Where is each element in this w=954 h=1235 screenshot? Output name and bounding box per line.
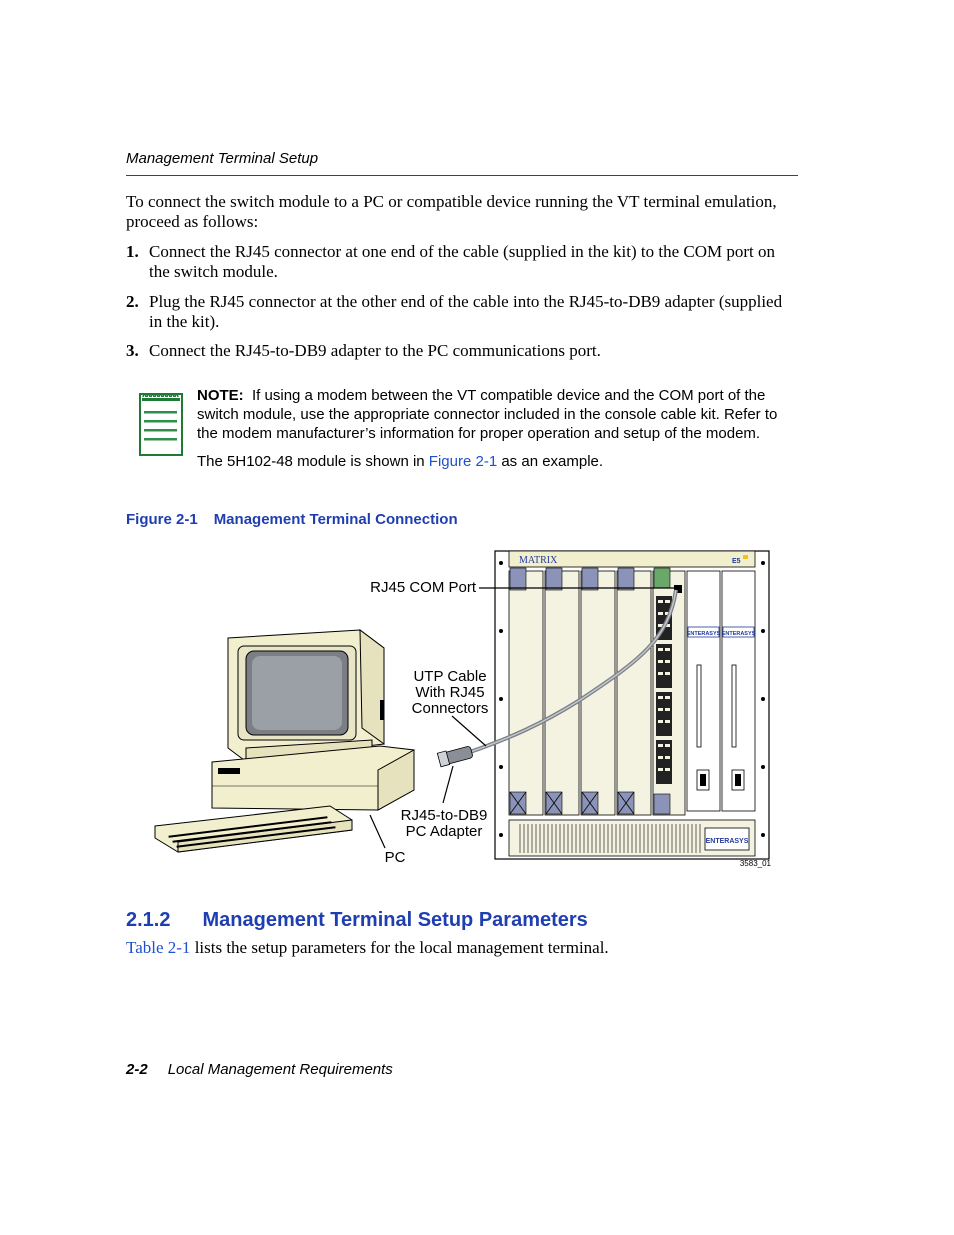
fan-tray-brand: ENTERASYS xyxy=(705,838,749,845)
callout-com-port: RJ45 COM Port xyxy=(370,579,476,596)
step-number: 3. xyxy=(126,341,139,360)
note-example-prefix: The 5H102-48 module is shown in xyxy=(197,453,429,470)
section-heading xyxy=(126,909,588,932)
page-footer xyxy=(126,1061,393,1078)
chassis-brand: MATRIX xyxy=(519,555,558,566)
step-text: Connect the RJ45 connector at one end of the cable (supplied in the kit) to the COM port on the switch module. xyxy=(149,242,776,281)
notepad-icon xyxy=(138,389,184,457)
step-1 xyxy=(126,242,798,282)
figure-id: 3583_01 xyxy=(739,859,771,868)
step-text: Connect the RJ45-to-DB9 adapter to the PC communications port. xyxy=(149,341,601,360)
note-text: If using a modem between the VT compatible device and the COM port of the switch module, use the appropriate connector included in the console cable kit. Refer to the modem manufacturer’s information for proper operation and setup of the modem. xyxy=(197,387,778,442)
note-example xyxy=(197,452,797,471)
note-example-suffix: as an example. xyxy=(497,453,604,470)
note-label: NOTE: xyxy=(197,387,244,404)
section-title: Management Terminal Setup Parameters xyxy=(202,909,588,931)
figure-caption xyxy=(126,511,458,528)
section-paragraph xyxy=(126,938,798,958)
section-text: lists the setup parameters for the local management terminal. xyxy=(190,938,609,957)
step-number: 2. xyxy=(126,292,139,311)
figure-number: Figure 2-1 xyxy=(126,511,198,528)
figure-title: Management Terminal Connection xyxy=(213,511,458,528)
section-number: 2.1.2 xyxy=(126,909,171,931)
svg-text:ENTERASYS: ENTERASYS xyxy=(686,631,721,637)
table-link[interactable]: Table 2-1 xyxy=(126,938,191,957)
footer-title: Local Management Requirements xyxy=(167,1061,393,1078)
page-number: 2-2 xyxy=(126,1061,148,1078)
switch-chassis xyxy=(495,551,769,859)
intro-paragraph: To connect the switch module to a PC or compatible device running the VT terminal emulation, proceed as follows: xyxy=(126,192,777,231)
step-text: Plug the RJ45 connector at the other end of the cable into the RJ45-to-DB9 adapter (supplied in the kit). xyxy=(149,292,783,331)
power-module xyxy=(722,571,756,811)
step-3 xyxy=(126,341,798,361)
callout-adapter: RJ45-to-DB9 PC Adapter xyxy=(400,807,488,840)
running-header: Management Terminal Setup xyxy=(126,150,319,167)
header-rule xyxy=(126,175,798,176)
step-number: 1. xyxy=(126,242,139,261)
callout-utp-cable: UTP Cable With RJ45 Connectors xyxy=(411,668,489,717)
chassis-model: E5 xyxy=(732,558,741,565)
callout-pc: PC xyxy=(384,849,406,866)
figure-link[interactable]: Figure 2-1 xyxy=(428,453,498,470)
step-2 xyxy=(126,292,798,332)
power-module xyxy=(687,571,721,811)
note-paragraph xyxy=(197,386,797,443)
pc-illustration xyxy=(155,630,414,852)
rj45-db9-adapter xyxy=(437,746,473,767)
svg-text:ENTERASYS: ENTERASYS xyxy=(721,631,756,637)
